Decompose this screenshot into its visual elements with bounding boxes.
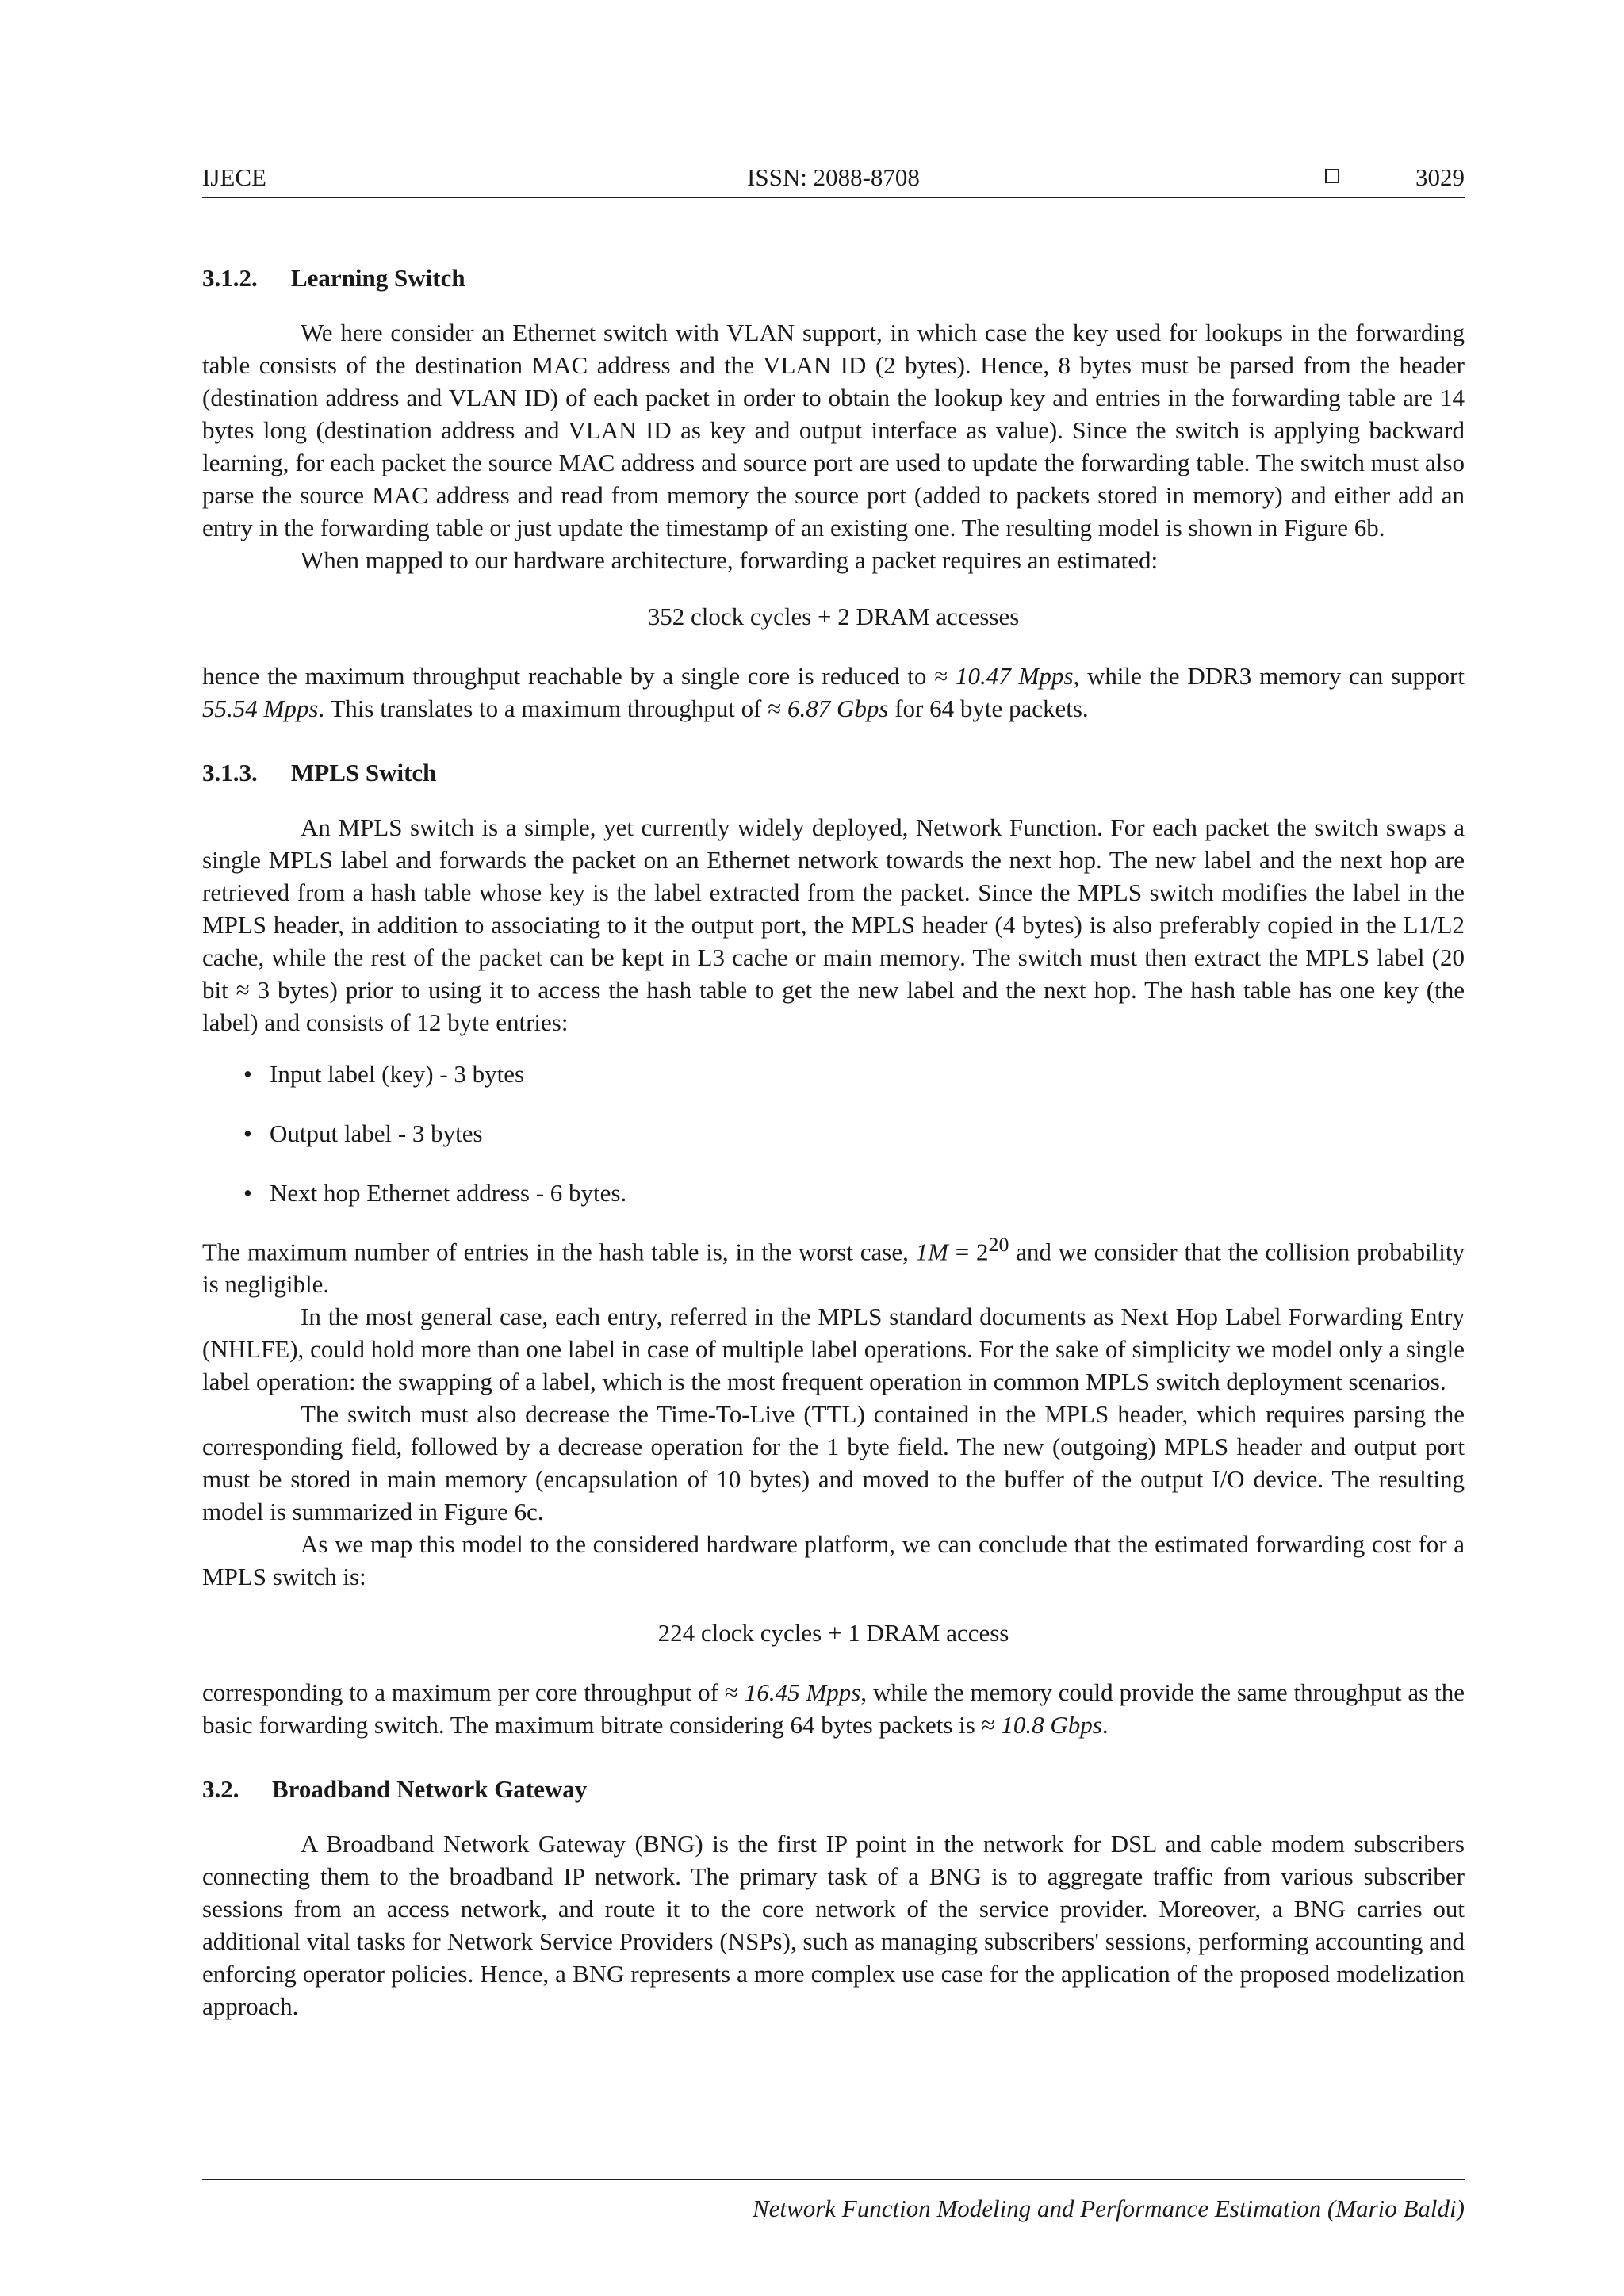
paragraph: A Broadband Network Gateway (BNG) is the first IP point in the network for DSL and cable modem subscribers connecting them to the broadband IP network. The primary task of a BNG is to aggregate traffic from various subscriber sessions from an access network, and route it to the core network of the service provider. Moreover, a BNG carries out additional vital tasks for Network Service Providers (NSPs), such as managing subscribers' sessions, performing accounting and enforcing operator policies. Hence, a BNG represents a more complex use case for the application of the proposed modelization approach. xyxy=(202,1830,1465,2021)
section-heading-3-1-3 xyxy=(202,756,1465,789)
section-number: 3.1.3. xyxy=(202,759,258,786)
paragraph: When mapped to our hardware architecture, forwarding a packet requires an estimated: xyxy=(301,546,1159,574)
section-title: MPLS Switch xyxy=(291,759,437,786)
paragraph: As we map this model to the considered hardware platform, we can conclude that the estimated forwarding cost for a MPLS switch is: xyxy=(202,1530,1465,1591)
square-icon xyxy=(1325,169,1339,183)
page-number: 3029 xyxy=(1415,163,1465,191)
paragraph: We here consider an Ethernet switch with VLAN support, in which case the key used for lookups in the forwarding table consists of the destination MAC address and the VLAN ID (2 bytes). Hence, 8 bytes must be parsed from the header (destination address and VLAN ID) of each packet in order to obtain the lookup key and entries in the forwarding table are 14 bytes long (destination address and VLAN ID as key and output interface as value). Since the switch is applying backward learning, for each packet the source MAC address and source port are used to update the forwarding table. The switch must also parse the source MAC address and read from memory the source port (added to packets stored in memory) and either add an entry in the forwarding table or just update the timestamp of an existing one. The resulting model is shown in Figure 6b. xyxy=(202,319,1465,541)
main-content xyxy=(202,262,1465,2022)
paragraph: The maximum number of entries in the hash table is, in the worst case, $1M = 2^{20}$ and we consider that the collision probability is negligible. xyxy=(202,1233,1465,1299)
section-number: 3.2. xyxy=(202,1775,239,1804)
section-title: Broadband Network Gateway xyxy=(272,1775,588,1804)
list-item: • Next hop Ethernet address - 6 bytes. xyxy=(202,1177,1465,1209)
paragraph: An MPLS switch is a simple, yet currently widely deployed, Network Function. For each packet the switch swaps a single MPLS label and forwards the packet on an Ethernet network towards the next hop. The new label and the next hop are retrieved from a hash table whose key is the label extracted from the packet. Since the MPLS switch modifies the label in the MPLS header, in addition to associating to it the output port, the MPLS header (4 bytes) is also preferably copied in the L1/L2 cache, while the rest of the packet can be kept in L3 cache or main memory. The switch must then extract the MPLS label (20 bit ≈ 3 bytes) prior to using it to access the hash table to get the new label and the next hop. The hash table has one key (the label) and consists of 12 byte entries: xyxy=(202,813,1465,1036)
issn: ISSN: 2088-8708 xyxy=(747,163,920,191)
list-item: • Input label (key) - 3 bytes xyxy=(202,1058,1465,1090)
equation: 224 clock cycles + 1 DRAM access xyxy=(657,1619,1009,1647)
paragraph: The switch must also decrease the Time-To-Live (TTL) contained in the MPLS header, which requires parsing the corresponding field, followed by a decrease operation for the 1 byte field. The new (outgoing) MPLS header and output port must be stored in main memory (encapsulation of 10 bytes) and moved to the buffer of the output I/O device. The resulting model is summarized in Figure 6c. xyxy=(202,1400,1465,1526)
equation: 352 clock cycles + 2 DRAM accesses xyxy=(647,603,1020,630)
bullet-list xyxy=(202,1058,1465,1209)
journal-name: IJECE xyxy=(202,163,266,191)
running-header xyxy=(202,159,1465,198)
paragraph: corresponding to a maximum per core throughput of ≈ 16.45 Mpps, while the memory could provide the same throughput as the basic forwarding switch. The maximum bitrate considering 64 bytes packets is ≈ 10.8 Gbps. xyxy=(202,1678,1465,1739)
section-title: Learning Switch xyxy=(291,264,465,292)
paragraph: In the most general case, each entry, referred in the MPLS standard documents as Next Hop Label Forwarding Entry (NHLFE), could hold more than one label in case of multiple label operations. For the sake of simplicity we model only a single label operation: the swapping of a label, which is the most frequent operation in common MPLS switch deployment scenarios. xyxy=(202,1303,1465,1396)
paragraph: hence the maximum throughput reachable by a single core is reduced to ≈ 10.47 Mpps, while the DDR3 memory can support 55.54 Mpps. This translates to a maximum throughput of ≈ 6.87 Gbps for 64 byte packets. xyxy=(202,662,1465,722)
section-heading-3-2 xyxy=(202,1773,1465,1805)
list-item: • Output label - 3 bytes xyxy=(202,1117,1465,1150)
section-number: 3.1.2. xyxy=(202,264,258,292)
section-heading-3-1-2 xyxy=(202,262,1465,294)
running-footer: Network Function Modeling and Performance Estimation (Mario Baldi) xyxy=(202,2179,1465,2223)
